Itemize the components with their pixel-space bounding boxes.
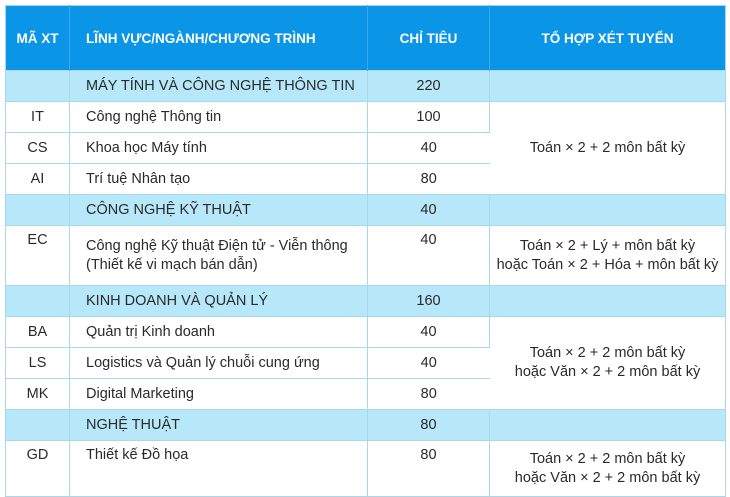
program-combination bbox=[490, 102, 726, 195]
program-code: GD bbox=[6, 441, 70, 497]
program-quota: 80 bbox=[368, 441, 490, 497]
program-combination bbox=[490, 441, 726, 497]
table-row bbox=[6, 102, 726, 133]
header-row bbox=[6, 6, 726, 71]
program-name: Quản trị Kinh doanh bbox=[70, 317, 368, 348]
combination-line: hoặc Toán × 2 + Hóa + môn bất kỳ bbox=[496, 256, 719, 273]
section-combination-cell bbox=[490, 286, 726, 317]
program-quota: 40 bbox=[368, 226, 490, 286]
admission-quota-table bbox=[5, 5, 726, 497]
program-name: Khoa học Máy tính bbox=[70, 133, 368, 164]
program-name: Logistics và Quản lý chuỗi cung ứng bbox=[70, 348, 368, 379]
program-name-line: (Thiết kế vi mạch bán dẫn) bbox=[86, 256, 258, 273]
section-title: CÔNG NGHỆ KỸ THUẬT bbox=[70, 195, 368, 226]
header-code: MÃ XT bbox=[6, 6, 70, 71]
table-row bbox=[6, 317, 726, 348]
program-name: Trí tuệ Nhân tạo bbox=[70, 164, 368, 195]
program-name: Công nghệ Thông tin bbox=[70, 102, 368, 133]
combination-line: Toán × 2 + 2 môn bất kỳ bbox=[529, 139, 686, 156]
section-title: NGHỆ THUẬT bbox=[70, 410, 368, 441]
program-code: LS bbox=[6, 348, 70, 379]
program-name: Digital Marketing bbox=[70, 379, 368, 410]
header-quota: CHỈ TIÊU bbox=[368, 6, 490, 71]
program-quota: 40 bbox=[368, 348, 490, 379]
section-quota: 220 bbox=[368, 71, 490, 102]
program-name-line: Công nghệ Kỹ thuật Điện tử - Viễn thông bbox=[86, 237, 348, 254]
program-quota: 40 bbox=[368, 133, 490, 164]
section-code-cell bbox=[6, 71, 70, 102]
section-combination-cell bbox=[490, 71, 726, 102]
program-quota: 80 bbox=[368, 379, 490, 410]
combination-line: Toán × 2 + 2 môn bất kỳ bbox=[529, 450, 686, 467]
section-code-cell bbox=[6, 410, 70, 441]
header-program: LĨNH VỰC/NGÀNH/CHƯƠNG TRÌNH bbox=[70, 6, 368, 71]
program-code: IT bbox=[6, 102, 70, 133]
section-quota: 40 bbox=[368, 195, 490, 226]
table-row bbox=[6, 226, 726, 286]
program-quota: 80 bbox=[368, 164, 490, 195]
combination-line: hoặc Văn × 2 + 2 môn bất kỳ bbox=[514, 469, 701, 486]
combination-line: hoặc Văn × 2 + 2 môn bất kỳ bbox=[514, 364, 701, 380]
section-combination-cell bbox=[490, 410, 726, 441]
program-code: MK bbox=[6, 379, 70, 410]
section-row bbox=[6, 410, 726, 441]
program-quota: 100 bbox=[368, 102, 490, 133]
combination-line: Toán × 2 + Lý + môn bất kỳ bbox=[519, 237, 696, 254]
section-title: MÁY TÍNH VÀ CÔNG NGHỆ THÔNG TIN bbox=[70, 71, 368, 102]
section-quota: 160 bbox=[368, 286, 490, 317]
section-row bbox=[6, 286, 726, 317]
section-title: KINH DOANH VÀ QUẢN LÝ bbox=[70, 286, 368, 317]
program-combination bbox=[490, 226, 726, 286]
program-code: AI bbox=[6, 164, 70, 195]
table-row bbox=[6, 441, 726, 497]
program-code: EC bbox=[6, 226, 70, 286]
section-row bbox=[6, 71, 726, 102]
program-code: BA bbox=[6, 317, 70, 348]
program-quota: 40 bbox=[368, 317, 490, 348]
section-combination-cell bbox=[490, 195, 726, 226]
section-row bbox=[6, 195, 726, 226]
header-combination: TỔ HỢP XÉT TUYỂN bbox=[490, 6, 726, 71]
program-name bbox=[70, 226, 368, 286]
section-code-cell bbox=[6, 195, 70, 226]
program-code: CS bbox=[6, 133, 70, 164]
program-name: Thiết kế Đồ họa bbox=[70, 441, 368, 497]
section-code-cell bbox=[6, 286, 70, 317]
section-quota: 80 bbox=[368, 410, 490, 441]
program-combination bbox=[490, 317, 726, 410]
combination-line: Toán × 2 + 2 môn bất kỳ bbox=[529, 345, 686, 361]
